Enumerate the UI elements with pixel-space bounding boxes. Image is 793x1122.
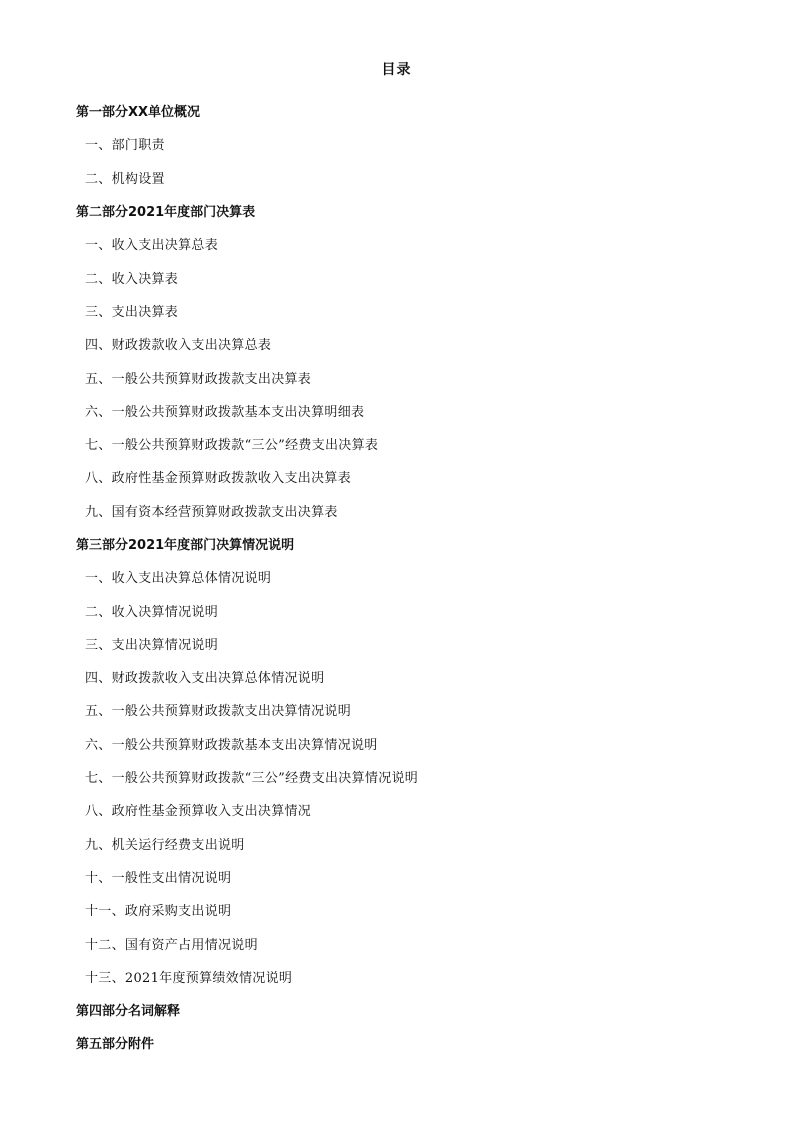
toc-title: 目录 <box>381 62 412 78</box>
toc-item: 三、支出决算表 <box>85 304 179 320</box>
toc-list <box>0 94 793 1060</box>
toc-part-heading: 第三部分2021年度部门决算情况说明 <box>76 538 295 553</box>
toc-part-heading: 第四部分名词解释 <box>76 1004 181 1020</box>
toc-item: 六、一般公共预算财政拨款基本支出决算明细表 <box>85 404 365 420</box>
toc-item: 二、机构设置 <box>85 171 165 187</box>
toc-item: 十三、2021年度预算绩效情况说明 <box>85 970 293 986</box>
toc-item: 十、一般性支出情况说明 <box>85 870 232 886</box>
toc-item: 六、一般公共预算财政拨款基本支出决算情况说明 <box>85 737 378 753</box>
toc-item: 一、收入支出决算总体情况说明 <box>85 571 272 587</box>
toc-item: 七、一般公共预算财政拨款“三公”经费支出决算情况说明 <box>85 771 419 787</box>
toc-item: 八、政府性基金预算收入支出决算情况 <box>85 804 312 820</box>
toc-item: 十一、政府采购支出说明 <box>85 904 232 920</box>
toc-item: 九、国有资本经营预算财政拨款支出决算表 <box>85 504 338 520</box>
toc-item: 二、收入决算情况说明 <box>85 604 219 620</box>
toc-item: 四、财政拨款收入支出决算总表 <box>85 338 272 354</box>
toc-item: 十二、国有资产占用情况说明 <box>85 937 258 953</box>
toc-part-heading: 第一部分XX单位概况 <box>76 105 201 121</box>
toc-item: 五、一般公共预算财政拨款支出决算表 <box>85 371 312 387</box>
toc-item: 一、收入支出决算总表 <box>85 238 219 254</box>
toc-part-heading: 第二部分2021年度部门决算表 <box>76 205 256 221</box>
toc-item: 三、支出决算情况说明 <box>85 637 219 653</box>
toc-item: 九、机关运行经费支出说明 <box>85 837 245 853</box>
toc-item: 八、政府性基金预算财政拨款收入支出决算表 <box>85 471 352 487</box>
toc-part-heading: 第五部分附件 <box>76 1037 155 1053</box>
toc-item: 七、一般公共预算财政拨款“三公”经费支出决算表 <box>85 438 379 454</box>
toc-item: 二、收入决算表 <box>85 271 179 287</box>
toc-item: 五、一般公共预算财政拨款支出决算情况说明 <box>85 704 352 720</box>
toc-item: 四、财政拨款收入支出决算总体情况说明 <box>85 671 325 687</box>
toc-item: 一、部门职责 <box>85 138 165 154</box>
